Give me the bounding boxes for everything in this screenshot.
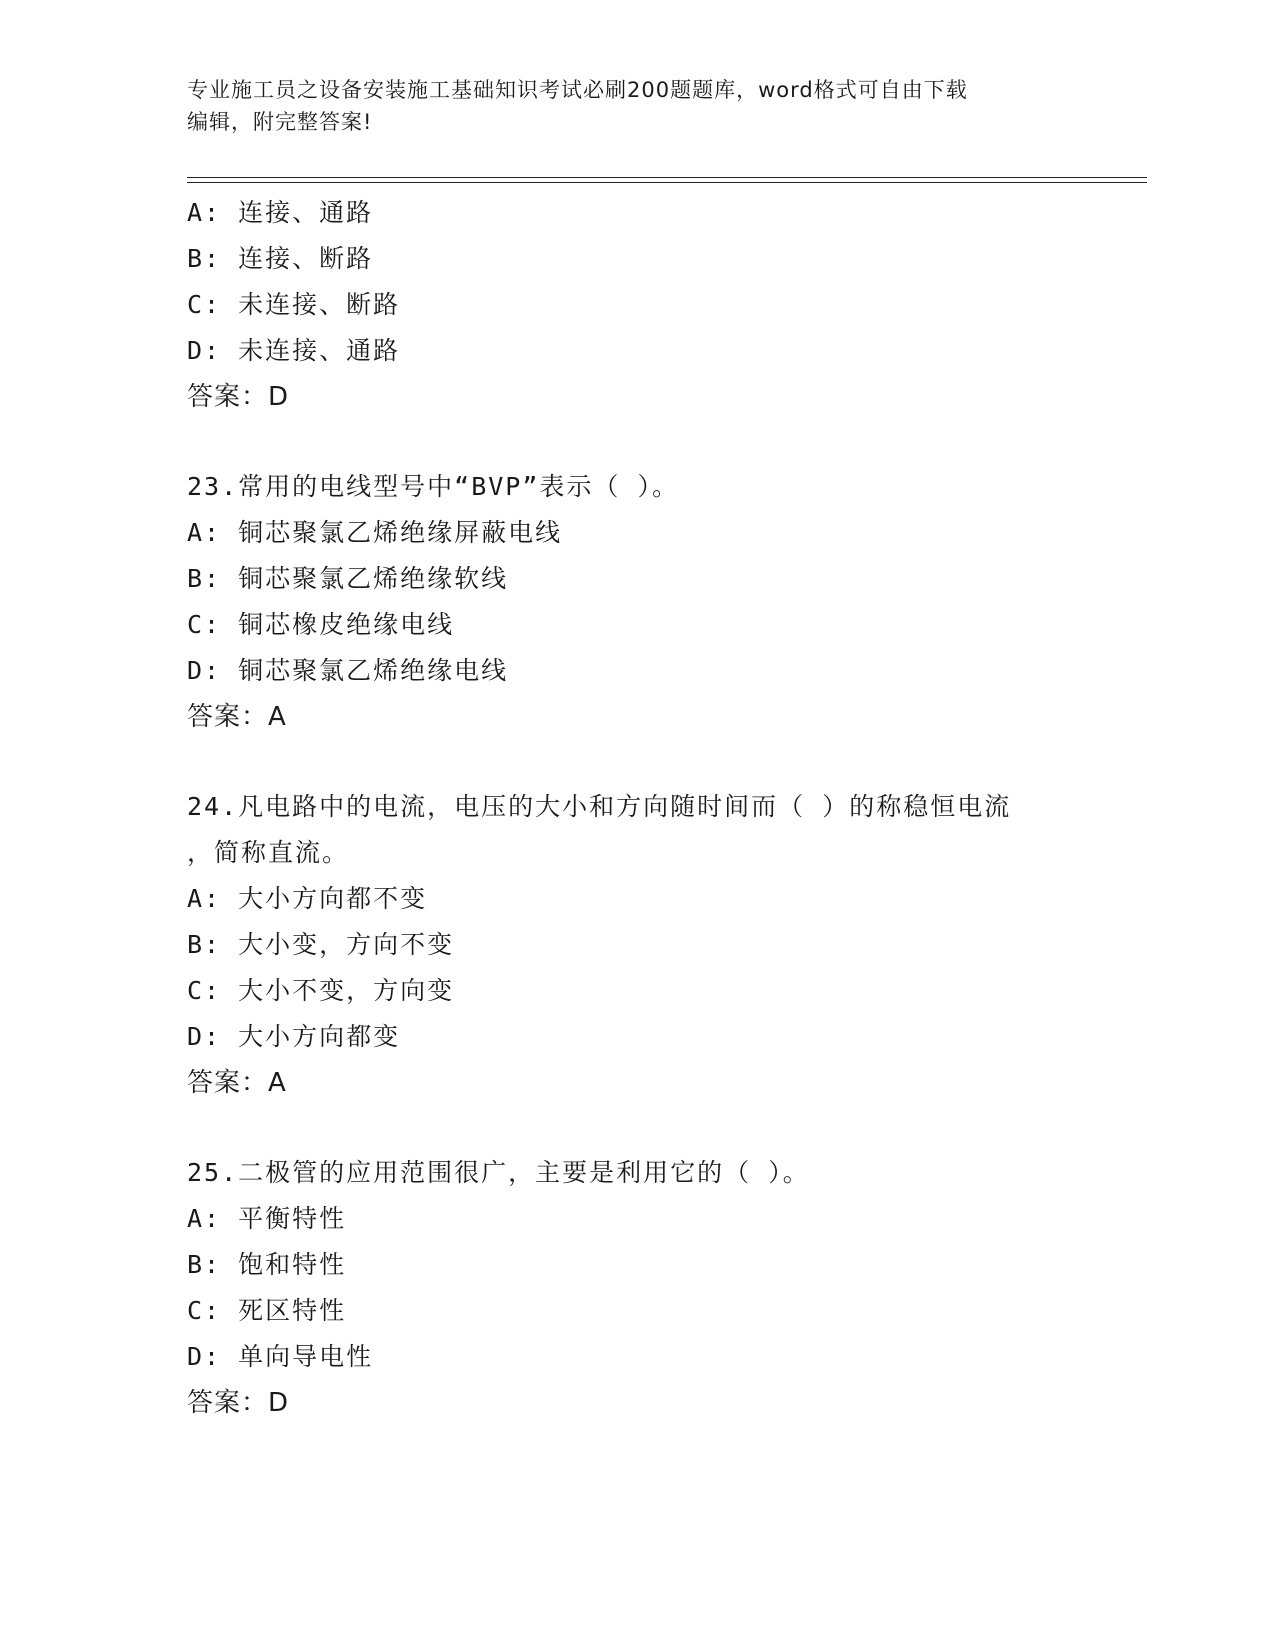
question-25	[187, 1150, 1087, 1426]
header-title-line2: 编辑，附完整答案!	[187, 110, 373, 134]
option-d: D: 铜芯聚氯乙烯绝缘电线	[187, 656, 509, 685]
header-divider-top	[187, 177, 1147, 178]
question-text: 25.二极管的应用范围很广，主要是利用它的（ ）。	[187, 1158, 810, 1187]
question-text-line2: ，简称直流。	[187, 838, 350, 867]
option-b: B: 铜芯聚氯乙烯绝缘软线	[187, 564, 509, 593]
question-list	[187, 190, 1087, 1426]
question-text-line1: 24.凡电路中的电流，电压的大小和方向随时间而（ ）的称稳恒电流	[187, 792, 1012, 821]
option-b: B: 大小变，方向不变	[187, 930, 455, 959]
option-c: C: 未连接、断路	[187, 290, 401, 319]
answer-line: 答案：D	[187, 1388, 290, 1418]
option-c: C: 死区特性	[187, 1296, 347, 1325]
option-c: C: 铜芯橡皮绝缘电线	[187, 610, 455, 639]
option-b: B: 连接、断路	[187, 244, 374, 273]
option-b: B: 饱和特性	[187, 1250, 347, 1279]
answer-line: 答案：A	[187, 702, 287, 732]
option-a: A: 连接、通路	[187, 198, 374, 227]
answer-line: 答案：A	[187, 1068, 287, 1098]
question-22	[187, 190, 1087, 420]
document-header	[187, 74, 1087, 138]
option-d: D: 单向导电性	[187, 1342, 374, 1371]
option-d: D: 大小方向都变	[187, 1022, 401, 1051]
answer-line: 答案：D	[187, 382, 290, 412]
question-24	[187, 784, 1087, 1106]
question-text: 23.常用的电线型号中“BVP”表示（ ）。	[187, 472, 679, 501]
option-a: A: 大小方向都不变	[187, 884, 428, 913]
header-divider-bottom	[187, 182, 1147, 183]
option-a: A: 铜芯聚氯乙烯绝缘屏蔽电线	[187, 518, 563, 547]
option-c: C: 大小不变，方向变	[187, 976, 455, 1005]
option-a: A: 平衡特性	[187, 1204, 347, 1233]
header-title-line1: 专业施工员之设备安装施工基础知识考试必刷200题题库，word格式可自由下载	[187, 78, 968, 102]
question-23	[187, 464, 1087, 740]
option-d: D: 未连接、通路	[187, 336, 401, 365]
